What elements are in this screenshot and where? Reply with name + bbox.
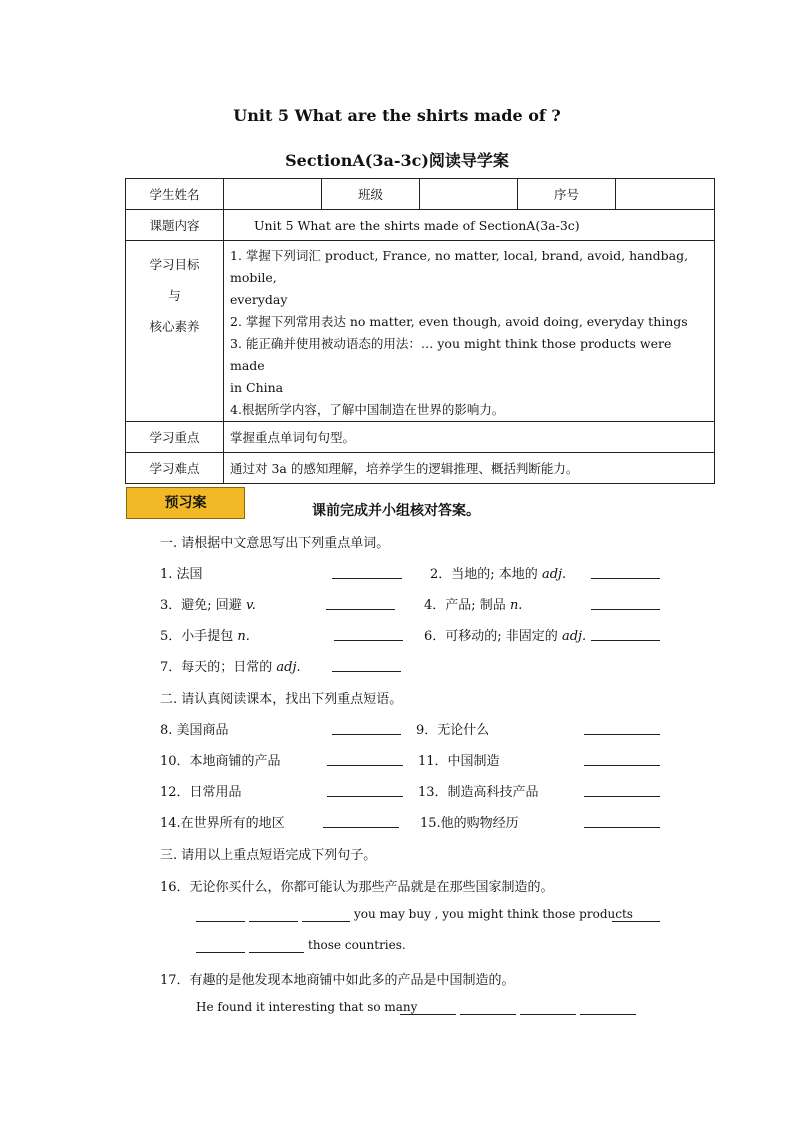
answer-blank[interactable] xyxy=(591,626,660,641)
objective-line: in China xyxy=(230,380,284,395)
phrase-item: 15.他的购物经历 xyxy=(420,816,519,831)
q16-line2-text: those countries. xyxy=(308,938,406,952)
answer-blank[interactable] xyxy=(334,626,403,641)
answer-blank[interactable] xyxy=(332,657,401,672)
objective-line: 1. 掌握下列词汇 product, France, no matter, local, brand, avoid, handbag, mobile, xyxy=(230,248,689,285)
class-field[interactable] xyxy=(420,179,518,210)
topic-value: Unit 5 What are the shirts made of SectionA(3a-3c) xyxy=(224,210,715,241)
objectives-label-line: 学习目标 xyxy=(149,257,200,272)
answer-blank[interactable] xyxy=(591,595,660,610)
answer-blank[interactable] xyxy=(520,1000,576,1015)
answer-blank[interactable] xyxy=(326,595,395,610)
answer-blank[interactable] xyxy=(584,813,660,828)
objectives-label-line: 与 xyxy=(168,288,181,303)
answer-blank[interactable] xyxy=(323,813,399,828)
objective-line: 4.根据所学内容，了解中国制造在世界的影响力。 xyxy=(230,402,505,417)
difficulties-label: 学习难点 xyxy=(126,453,224,484)
answer-blank[interactable] xyxy=(196,907,245,922)
page-title: Unit 5 What are the shirts made of ? xyxy=(233,106,561,125)
key-points-label: 学习重点 xyxy=(126,422,224,453)
topic-label: 课题内容 xyxy=(126,210,224,241)
answer-blank[interactable] xyxy=(327,751,403,766)
vocab-item: 5．小手提包 n. xyxy=(160,629,250,644)
section1-heading: 一. 请根据中文意思写出下列重点单词。 xyxy=(160,536,390,551)
vocab-item: 7．每天的；日常的 adj. xyxy=(160,660,301,675)
answer-blank[interactable] xyxy=(580,1000,636,1015)
q16-line1-text: you may buy , you might think those products xyxy=(354,907,633,921)
vocab-item: 2．当地的; 本地的 adj. xyxy=(430,567,567,582)
answer-blank[interactable] xyxy=(591,564,660,579)
objectives-label-line: 核心素养 xyxy=(149,319,200,334)
vocab-item: 6．可移动的; 非固定的 adj. xyxy=(424,629,587,644)
phrase-item: 14.在世界所有的地区 xyxy=(160,816,285,831)
class-label: 班级 xyxy=(322,179,420,210)
answer-blank[interactable] xyxy=(332,720,401,735)
number-field[interactable] xyxy=(616,179,715,210)
difficulties-value: 通过对 3a 的感知理解，培养学生的逻辑推理、概括判断能力。 xyxy=(224,453,715,484)
answer-blank[interactable] xyxy=(612,907,660,922)
vocab-item: 3．避免; 回避 v. xyxy=(160,598,256,613)
name-field[interactable] xyxy=(224,179,322,210)
key-points-value: 掌握重点单词句句型。 xyxy=(224,422,715,453)
preview-instruction: 课前完成并小组核对答案。 xyxy=(312,503,480,519)
page-subtitle: SectionA(3a-3c)阅读导学案 xyxy=(285,151,509,170)
q16-chinese: 16．无论你买什么，你都可能认为那些产品就是在那些国家制造的。 xyxy=(160,880,554,895)
answer-blank[interactable] xyxy=(332,564,402,579)
answer-blank[interactable] xyxy=(584,720,660,735)
vocab-item: 4．产品; 制品 n. xyxy=(424,598,523,613)
objective-line: everyday xyxy=(230,292,288,307)
info-table xyxy=(125,178,715,484)
answer-blank[interactable] xyxy=(460,1000,516,1015)
phrase-item: 11．中国制造 xyxy=(418,754,500,769)
preview-badge: 预习案 xyxy=(126,487,245,519)
answer-blank[interactable] xyxy=(196,938,245,953)
phrase-item: 9．无论什么 xyxy=(416,723,490,738)
objectives-label xyxy=(126,241,224,422)
answer-blank[interactable] xyxy=(400,1000,456,1015)
q17-chinese: 17．有趣的是他发现本地商铺中如此多的产品是中国制造的。 xyxy=(160,973,515,988)
phrase-item: 8. 美国商品 xyxy=(160,723,229,738)
answer-blank[interactable] xyxy=(584,782,660,797)
vocab-item: 1. 法国 xyxy=(160,567,203,582)
name-label: 学生姓名 xyxy=(126,179,224,210)
answer-blank[interactable] xyxy=(584,751,660,766)
objective-line: 2. 掌握下列常用表达 no matter, even though, avoid doing, everyday things xyxy=(230,314,688,329)
section3-heading: 三. 请用以上重点短语完成下列句子。 xyxy=(160,848,377,863)
number-label: 序号 xyxy=(518,179,616,210)
phrase-item: 10．本地商铺的产品 xyxy=(160,754,281,769)
q17-line1-text: He found it interesting that so many xyxy=(196,1000,418,1014)
section2-heading: 二. 请认真阅读课本，找出下列重点短语。 xyxy=(160,692,403,707)
objectives-content xyxy=(224,241,715,422)
phrase-item: 13．制造高科技产品 xyxy=(418,785,539,800)
answer-blank[interactable] xyxy=(327,782,403,797)
answer-blank[interactable] xyxy=(249,907,298,922)
phrase-item: 12．日常用品 xyxy=(160,785,242,800)
answer-blank[interactable] xyxy=(302,907,350,922)
answer-blank[interactable] xyxy=(249,938,304,953)
objective-line: 3. 能正确并使用被动语态的用法：… you might think those products were made xyxy=(230,336,672,373)
